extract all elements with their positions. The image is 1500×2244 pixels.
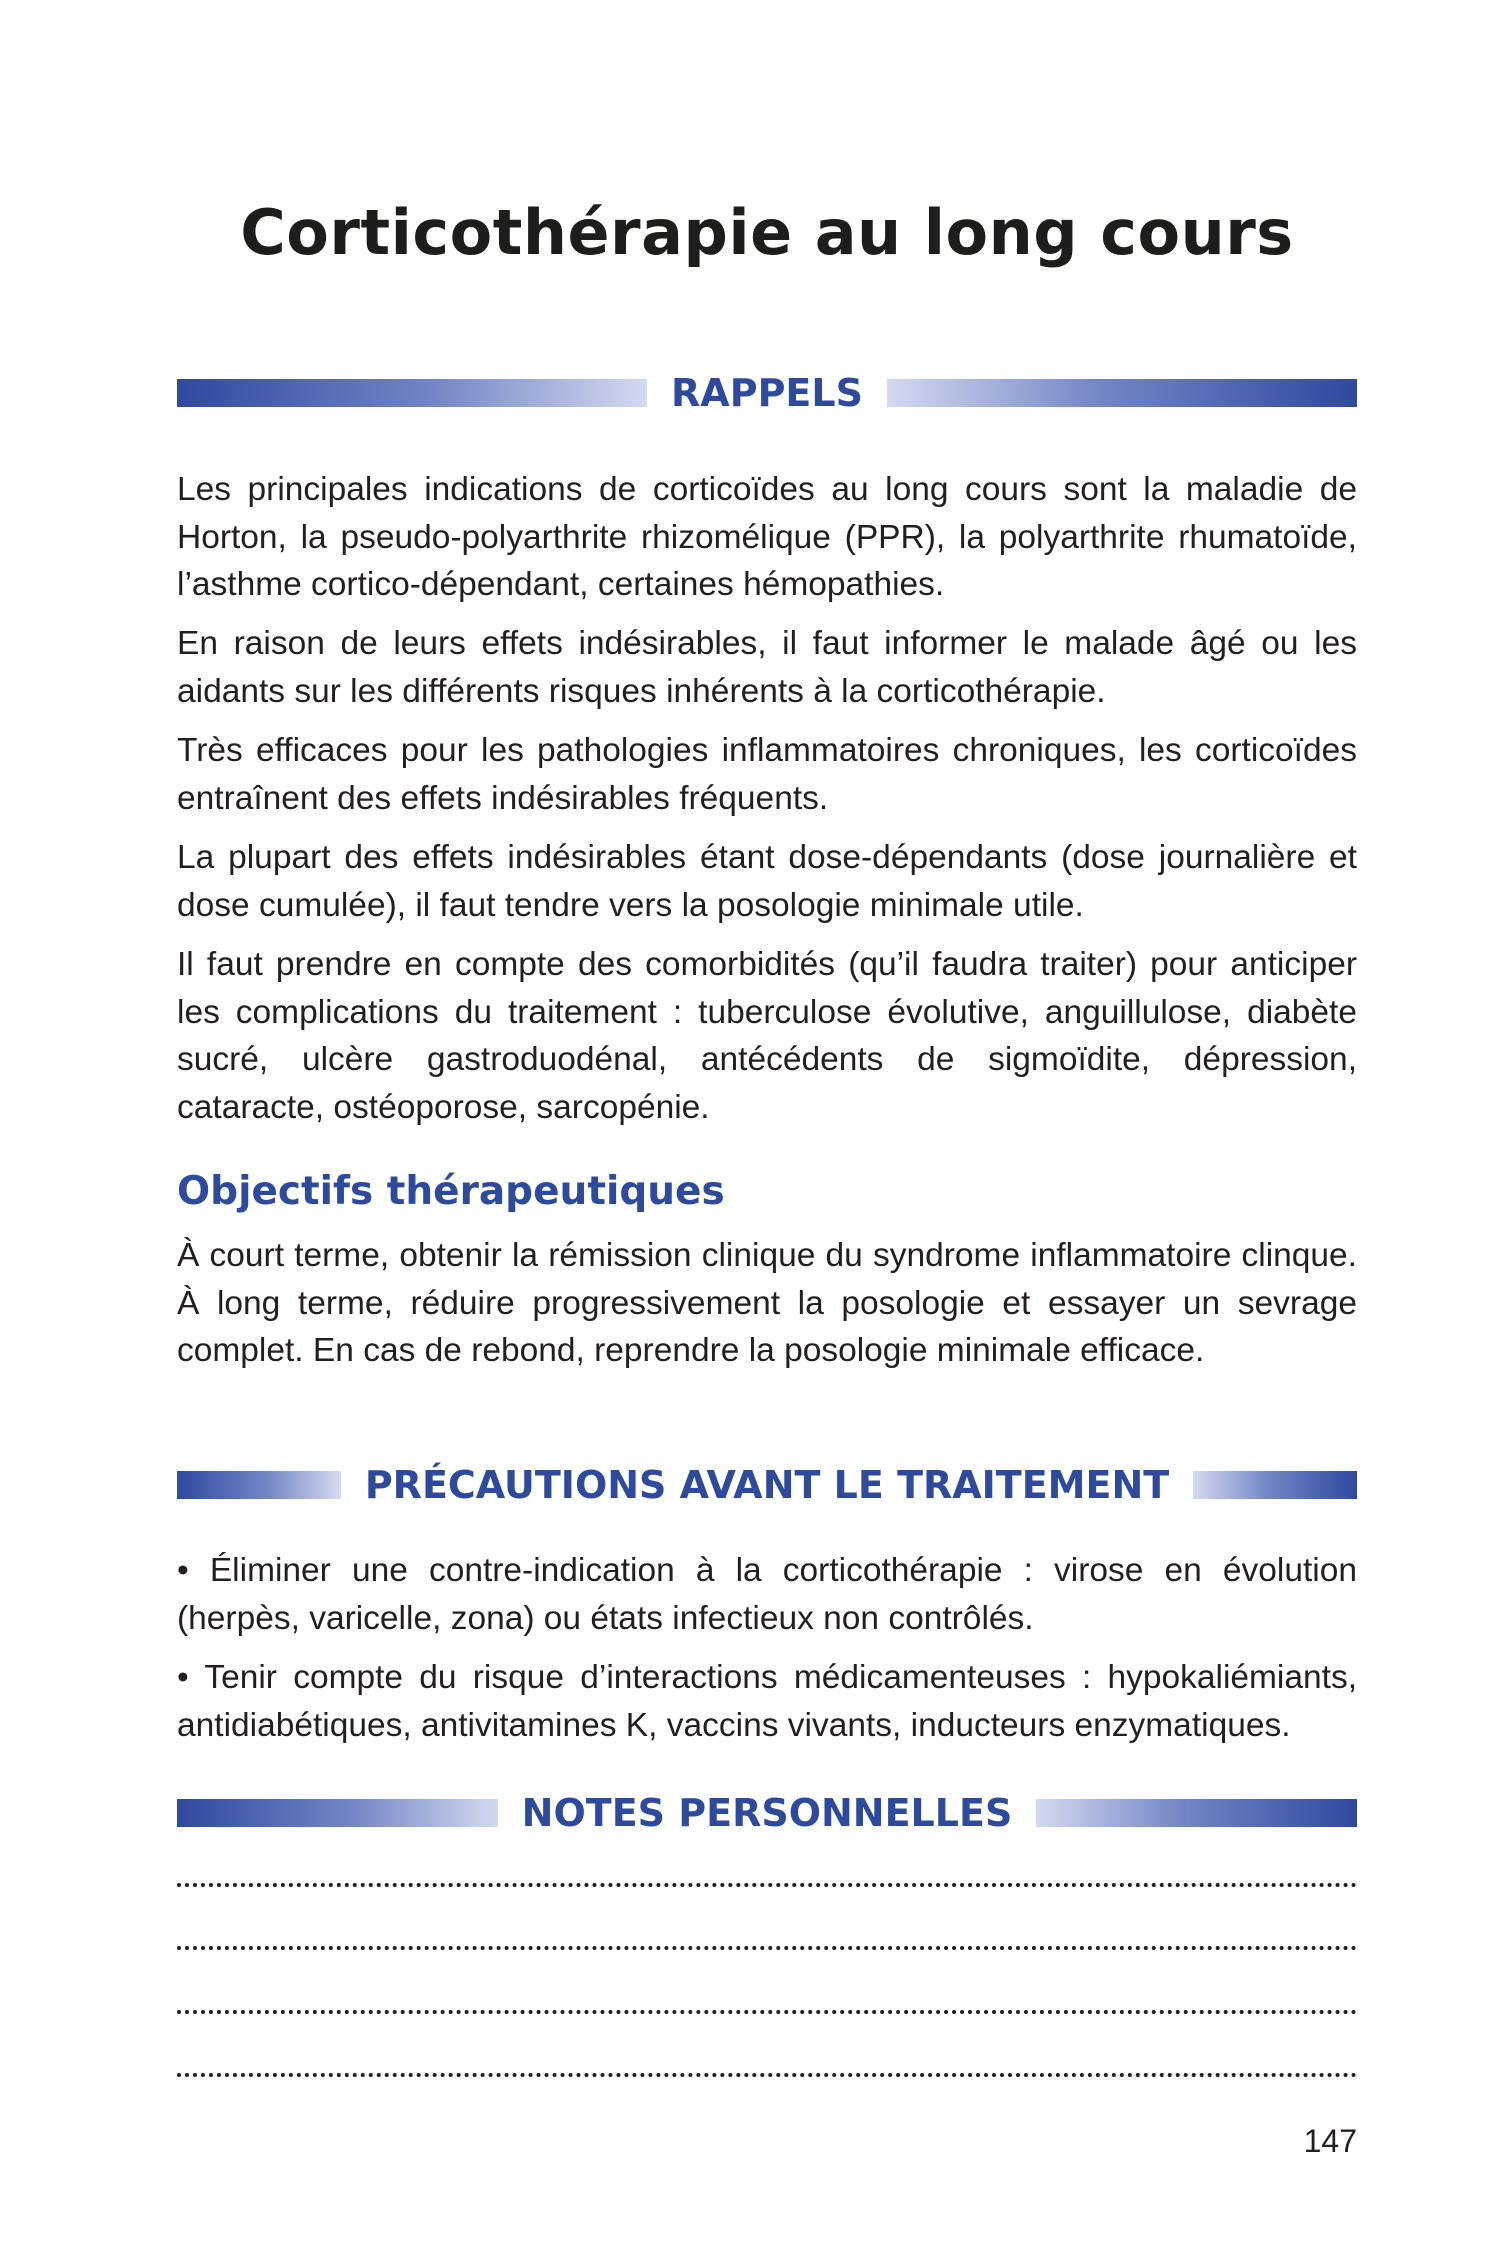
rappels-paragraph-3: Très efficaces pour les pathologies inflammatoires chroniques, les corticoïdes entraînent des effets indésirables fréquents. — [177, 732, 1357, 817]
rappels-paragraph-1: Les principales indications de corticoïdes au long cours sont la maladie de Horton, la pseudo-polyarthrite rhizomélique (PPR), la polyarthrite rhumatoïde, l’asthme cortico-dépendant, certaines hémopathies. — [177, 471, 1357, 603]
section-heading-precautions: PRÉCAUTIONS AVANT LE TRAITEMENT — [364, 1463, 1170, 1507]
subheading-objectifs: Objectifs thérapeutiques — [177, 1169, 725, 1214]
decorative-bar-left — [177, 379, 647, 407]
precaution-bullet-1: • Éliminer une contre-indication à la corticothérapie : virose en évolution (herpès, varicelle, zona) ou états infectieux non contrôlés. — [177, 1552, 1357, 1637]
objectives-paragraph: À court terme, obtenir la rémission clinique du syndrome inflammatoire clinque. À long terme, réduire progressivement la posologie et essayer un sevrage complet. En cas de rebond, reprendre la posologie minimale efficace. — [177, 1237, 1357, 1369]
section-header-rappels — [177, 365, 1357, 421]
section-header-notes — [177, 1785, 1357, 1841]
notes-dotted-line-3 — [177, 2010, 1357, 2014]
section-header-precautions — [177, 1457, 1357, 1513]
section-heading-rappels: RAPPELS — [671, 371, 863, 415]
notes-dotted-line-2 — [177, 1946, 1357, 1950]
decorative-bar-right — [887, 379, 1357, 407]
notes-dotted-line-4 — [177, 2073, 1357, 2077]
decorative-bar-right — [1036, 1799, 1357, 1827]
page-title: Corticothérapie au long cours — [240, 196, 1294, 269]
precaution-bullet-2: • Tenir compte du risque d’interactions médicamenteuses : hypokaliémiants, antidiabétiques, antivitamines K, vaccins vivants, inducteurs enzymatiques. — [177, 1659, 1357, 1744]
decorative-bar-left — [177, 1799, 498, 1827]
rappels-paragraph-2: En raison de leurs effets indésirables, il faut informer le malade âgé ou les aidants sur les différents risques inhérents à la corticothérapie. — [177, 625, 1357, 710]
decorative-bar-right — [1193, 1471, 1357, 1499]
decorative-bar-left — [177, 1471, 341, 1499]
section-heading-notes: NOTES PERSONNELLES — [521, 1791, 1013, 1835]
notes-dotted-line-1 — [177, 1883, 1357, 1887]
rappels-paragraph-4: La plupart des effets indésirables étant dose-dépendants (dose journalière et dose cumulée), il faut tendre vers la posologie minimale utile. — [177, 839, 1357, 924]
page-number: 147 — [1303, 2123, 1357, 2159]
rappels-paragraph-5: Il faut prendre en compte des comorbidités (qu’il faudra traiter) pour anticiper les complications du traitement : tuberculose évolutive, anguillulose, diabète sucré, ulcère gastroduodénal, antécédents de sigmoïdite, dépression, cataracte, ostéoporose, sarcopénie. — [177, 946, 1357, 1126]
